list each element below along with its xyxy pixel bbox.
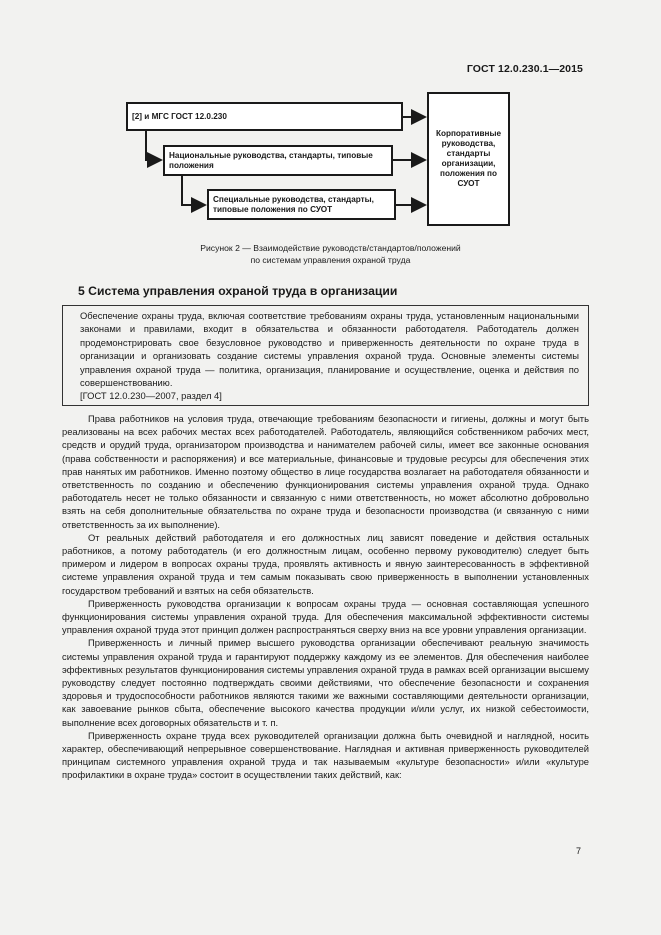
box-ilo-label: [2] и МГС ГОСТ 12.0.230 <box>132 111 227 121</box>
caption-line-1: Рисунок 2 — Взаимодействие руководств/стандартов/положений <box>200 243 461 253</box>
figure-caption <box>0 242 661 266</box>
paragraph: Приверженность и личный пример высшего руководства организации обеспечивают реальную значимость системы управления охраной труда и гарантируют поддержку каждому из ее элементов. Для обеспечения наиболее эффективных результатов функционирования системы управления охраной труда в рамках всей организации высшему руководству следует постоянно подтверждать своими действиями, что обеспечение безопасности и сохранения здоровья и трудоспособности работников являются такими же важными составляющими деятельности организации, как завоевание рынков сбыта, обеспечение высокого качества продукции и/или услуг, их низкой себестоимости, выполнение всех договорных обязательств и т. п. <box>62 637 589 728</box>
box-corporate-label: Корпоративные руководства, стандарты организации, положения по СУОТ <box>435 129 502 188</box>
body-text <box>62 412 589 782</box>
page-number: 7 <box>575 846 581 856</box>
standard-code: ГОСТ 12.0.230.1—2015 <box>466 63 583 75</box>
paragraph: Приверженность охране труда всех руководителей организации должна быть очевидной и наглядной, носить характер, обеспечивающий непрерывное совершенствование. Наглядная и активная приверженность руководителей принципам системного управления охраной труда и так называемым «культуре безопасности» и/или «культуре профилактики в охране труда» состоит в осуществлении таких действий, как: <box>62 729 589 781</box>
box-national <box>163 145 393 176</box>
interaction-diagram <box>0 0 661 240</box>
arrow-ilo-to-national <box>146 131 161 160</box>
quote-reference: [ГОСТ 12.0.230—2007, раздел 4] <box>80 390 222 402</box>
paragraph: Приверженность руководства организации к вопросам охраны труда — основная составляющая успешного функционирования системы управления охраной труда. Для обеспечения максимальной эффективности системы управления охраной труда этот принцип должен распространяться сверху вниз на все уровни управления организации. <box>62 597 589 636</box>
box-national-label: Национальные руководства, стандарты, типовые положения <box>169 150 373 170</box>
box-special <box>207 189 396 220</box>
box-corporate <box>427 92 510 226</box>
paragraph: От реальных действий работодателя и его должностных лиц зависят поведение и действия остальных работников, а потому работодатель (и его должностным лицам, особенно первому руководителю) следует быть примером и лидером в вопросах охраны труда, проявлять активность и явную заинтересованность в эффективной системе управления охраной труда и тем самым показывать свою приверженность в выполнении установленных государством требований и взятых на себя обязательств. <box>62 531 589 596</box>
paragraph: Права работников на условия труда, отвечающие требованиям безопасности и гигиены, должны и могут быть реализованы на всех рабочих местах всех работодателей. Работодатель, являющийся собственником рабочих мест, средств и орудий труда, организатором производства и нанимателем рабочей силы, имеет все законные основания (права собственности и распоряжения) и все материальные, финансовые и трудовые ресурсы для обеспечения этих прав нанятых им работников. Именно поэтому общество в лице государства возлагает на работодателя обязанности и ответственность по созданию и обеспечению функционирования системы управления охраной труда. Однако работодатель несет не только обязанности и связанную с ними ответственность, но может абсолютно добровольно взять на себя дополнительные обязательства по охране труда и безопасности производства (и связанную с ними ответственность за их выполнение). <box>62 413 589 530</box>
caption-line-2: по системам управления охраной труда <box>250 255 411 265</box>
arrow-national-to-special <box>182 176 205 205</box>
quote-text: Обеспечение охраны труда, включая соответствие требованиям охраны труда, установленным национальными законами и правилами, входит в обязательства и обязанности работодателя. Работодатель должен продемонстрировать свое безусловное руководство и приверженность деятельности по охране труда в организации и организовать создание системы управления охраной труда. Основные элементы системы управления охраной труда — политика, организация, планирование и осуществление, оценка и действия по совершенствованию. <box>80 310 579 389</box>
quote-text-block <box>80 309 579 403</box>
section-title: 5 Система управления охраной труда в организации <box>78 284 398 298</box>
box-ilo-standard <box>126 102 403 131</box>
box-special-label: Специальные руководства, стандарты, типовые положения по СУОТ <box>213 194 374 214</box>
